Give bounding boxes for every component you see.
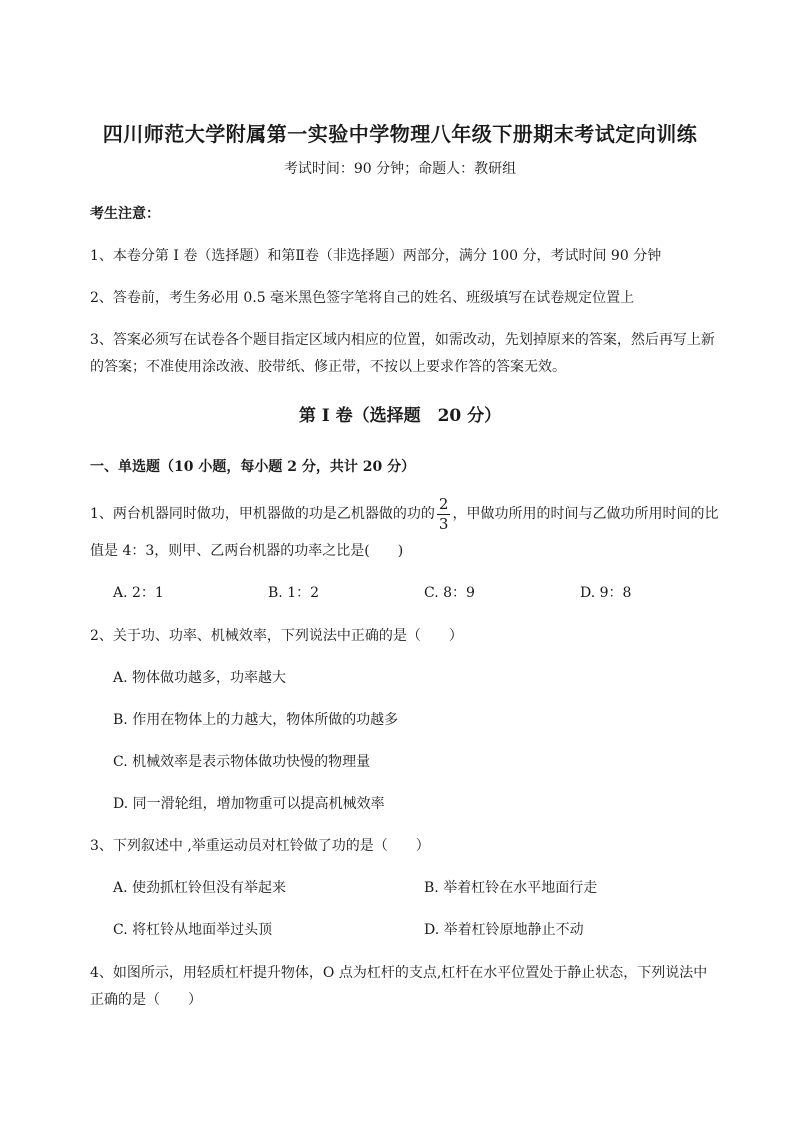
exam-info: 考试时间：90 分钟；命题人：教研组 [283,161,517,177]
question-3-stem: 3、下列叙述中 ,举重运动员对杠铃做了功的是（ ） [90,838,430,854]
question-3-option-a[interactable]: A. 使劲抓杠铃但没有举起来 [113,880,287,896]
question-4-stem-line-2: 正确的是（ ） [90,992,202,1008]
question-3-option-c[interactable]: C. 将杠铃从地面举过头顶 [113,922,273,938]
fraction-denominator: 3 [438,514,449,533]
question-1-option-b[interactable]: B. 1：2 [268,585,320,601]
question-2-option-d[interactable]: D. 同一滑轮组，增加物重可以提高机械效率 [113,796,385,812]
notice-item-3: 3、答案必须写在试卷各个题目指定区域内相应的位置，如需改动，先划掉原来的答案，然后再写上新 [90,332,715,348]
notice-item-2: 2、答卷前，考生务必用 0.5 毫米黑色签字笔将自己的姓名、班级填写在试卷规定位置上 [90,290,635,306]
question-1-option-c[interactable]: C. 8：9 [424,585,475,601]
question-2-option-b[interactable]: B. 作用在物体上的力越大，物体所做的功越多 [113,712,399,728]
question-3-option-b[interactable]: B. 举着杠铃在水平地面行走 [424,880,598,896]
question-1-option-d[interactable]: D. 9：8 [580,585,632,601]
notice-item-3-continued: 的答案；不准使用涂改液、胶带纸、修正带，不按以上要求作答的答案无效。 [90,359,566,375]
fraction-two-thirds [437,494,451,533]
question-2-option-c[interactable]: C. 机械效率是表示物体做功快慢的物理量 [113,754,371,770]
page-title: 四川师范大学附属第一实验中学物理八年级下册期末考试定向训练 [102,122,698,146]
question-4-stem: 4、如图所示，用轻质杠杆提升物体，O 点为杠杆的支点,杠杆在水平位置处于静止状态，下列说法中 [90,965,708,981]
fraction-numerator: 2 [438,494,449,513]
question-1-option-a[interactable]: A. 2：1 [113,585,164,601]
question-1-stem-before: 1、两台机器同时做功，甲机器做的功是乙机器做的功的 [90,506,435,522]
question-2-stem: 2、关于功、功率、机械效率，下列说法中正确的是（ ） [90,628,463,644]
notice-heading: 考生注意： [90,206,160,222]
section-title: 第 I 卷（选择题 20 分） [298,406,502,426]
notice-item-1: 1、本卷分第 I 卷（选择题）和第Ⅱ卷（非选择题）两部分，满分 100 分，考试时间 90 分钟 [90,248,662,264]
part-heading: 一、单选题（10 小题，每小题 2 分，共计 20 分） [90,459,416,475]
question-2-option-a[interactable]: A. 物体做功越多，功率越大 [113,670,287,686]
question-1-stem [90,495,718,533]
question-1-stem-line-2: 值是 4：3，则甲、乙两台机器的功率之比是( ) [90,543,404,559]
question-1-stem-after: ，甲做功所用的时间与乙做功所用时间的比 [452,506,719,522]
question-3-option-d[interactable]: D. 举着杠铃原地静止不动 [424,922,584,938]
